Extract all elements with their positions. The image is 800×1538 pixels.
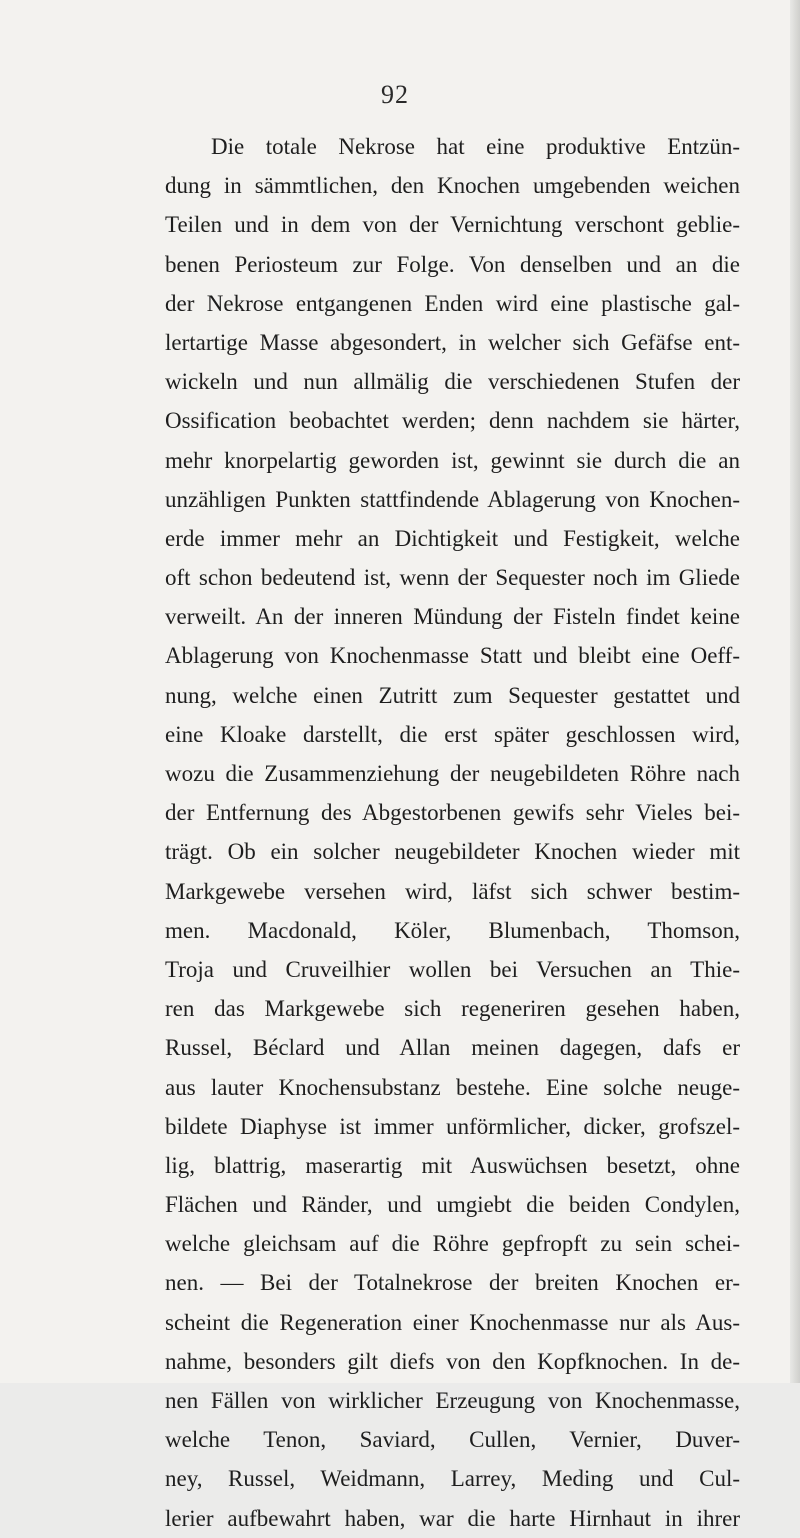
text-line: wozu die Zusammenziehung der neugebildeten Röhre nach [165, 761, 740, 786]
body-text [165, 127, 740, 1538]
text-line: nen. — Bei der Totalnekrose der breiten Knochen er- [165, 1270, 740, 1296]
text-line: Ablagerung von Knochenmasse Statt und bleibt eine Oeff- [165, 643, 740, 669]
text-line: Teilen und in dem von der Vernichtung verschont geblie- [165, 212, 740, 238]
page-edge-shadow [790, 0, 800, 1383]
text-line: dung in sämmtlichen, den Knochen umgebenden weichen [165, 173, 740, 199]
text-line: scheint die Regeneration einer Knochenmasse nur als Aus- [165, 1309, 740, 1335]
text-line: oft schon bedeutend ist, wenn der Sequester noch im Gliede [165, 565, 740, 591]
text-line: Ossification beobachtet werden; denn nachdem sie härter, [165, 408, 740, 434]
text-line: der Nekrose entgangenen Enden wird eine plastische gal- [165, 290, 740, 316]
text-line: nahme, besonders gilt diefs von den Kopfknochen. In de- [165, 1348, 740, 1374]
text-line: verweilt. An der inneren Mündung der Fisteln findet keine [165, 604, 740, 630]
text-line: nung, welche einen Zutritt zum Sequester gestattet und [165, 682, 740, 708]
text-line: eine Kloake darstellt, die erst später geschlossen wird, [165, 721, 740, 747]
text-line: lerier aufbewahrt haben, war die harte Hirnhaut in ihrer [165, 1505, 740, 1531]
text-line: trägt. Ob ein solcher neugebildeter Knochen wieder mit [165, 839, 740, 865]
text-line: bildete Diaphyse ist immer unförmlicher, dicker, grofszel- [165, 1113, 740, 1139]
text-line: Flächen und Ränder, und umgiebt die beiden Condylen, [165, 1192, 740, 1218]
text-line: ney, Russel, Weidmann, Larrey, Meding und Cul- [165, 1466, 740, 1492]
text-line: der Entfernung des Abgestorbenen gewifs sehr Vieles bei- [165, 800, 740, 826]
text-line: Troja und Cruveilhier wollen bei Versuchen an Thie- [165, 956, 740, 982]
page-number: 92 [381, 80, 409, 109]
text-line: ren das Markgewebe sich regeneriren gesehen haben, [165, 996, 740, 1022]
text-line: lig, blattrig, maserartig mit Auswüchsen besetzt, ohne [165, 1152, 740, 1178]
text-line: mehr knorpelartig geworden ist, gewinnt sie durch die an [165, 447, 740, 473]
text-line: unzähligen Punkten stattfindende Ablagerung von Knochen- [165, 486, 740, 512]
text-line: nen Fällen von wirklicher Erzeugung von Knochenmasse, [165, 1388, 740, 1413]
text-line: welche gleichsam auf die Röhre gepfropft zu sein schei- [165, 1231, 740, 1257]
text-line: Russel, Béclard und Allan meinen dagegen, dafs er [165, 1035, 740, 1061]
text-line: Die totale Nekrose hat eine produktive Entzün- [211, 134, 740, 159]
text-line: erde immer mehr an Dichtigkeit und Festigkeit, welche [165, 525, 740, 551]
text-line: benen Periosteum zur Folge. Von denselben und an die [165, 251, 740, 277]
text-line: wickeln und nun allmälig die verschiedenen Stufen der [165, 369, 740, 395]
text-line: aus lauter Knochensubstanz bestehe. Eine solche neuge- [165, 1074, 740, 1100]
text-line: Markgewebe versehen wird, läfst sich schwer bestim- [165, 878, 740, 904]
text-line: men. Macdonald, Köler, Blumenbach, Thomson, [165, 917, 740, 943]
text-line: welche Tenon, Saviard, Cullen, Vernier, Duver- [165, 1427, 740, 1453]
text-line: lertartige Masse abgesondert, in welcher sich Gefäfse ent- [165, 329, 740, 355]
